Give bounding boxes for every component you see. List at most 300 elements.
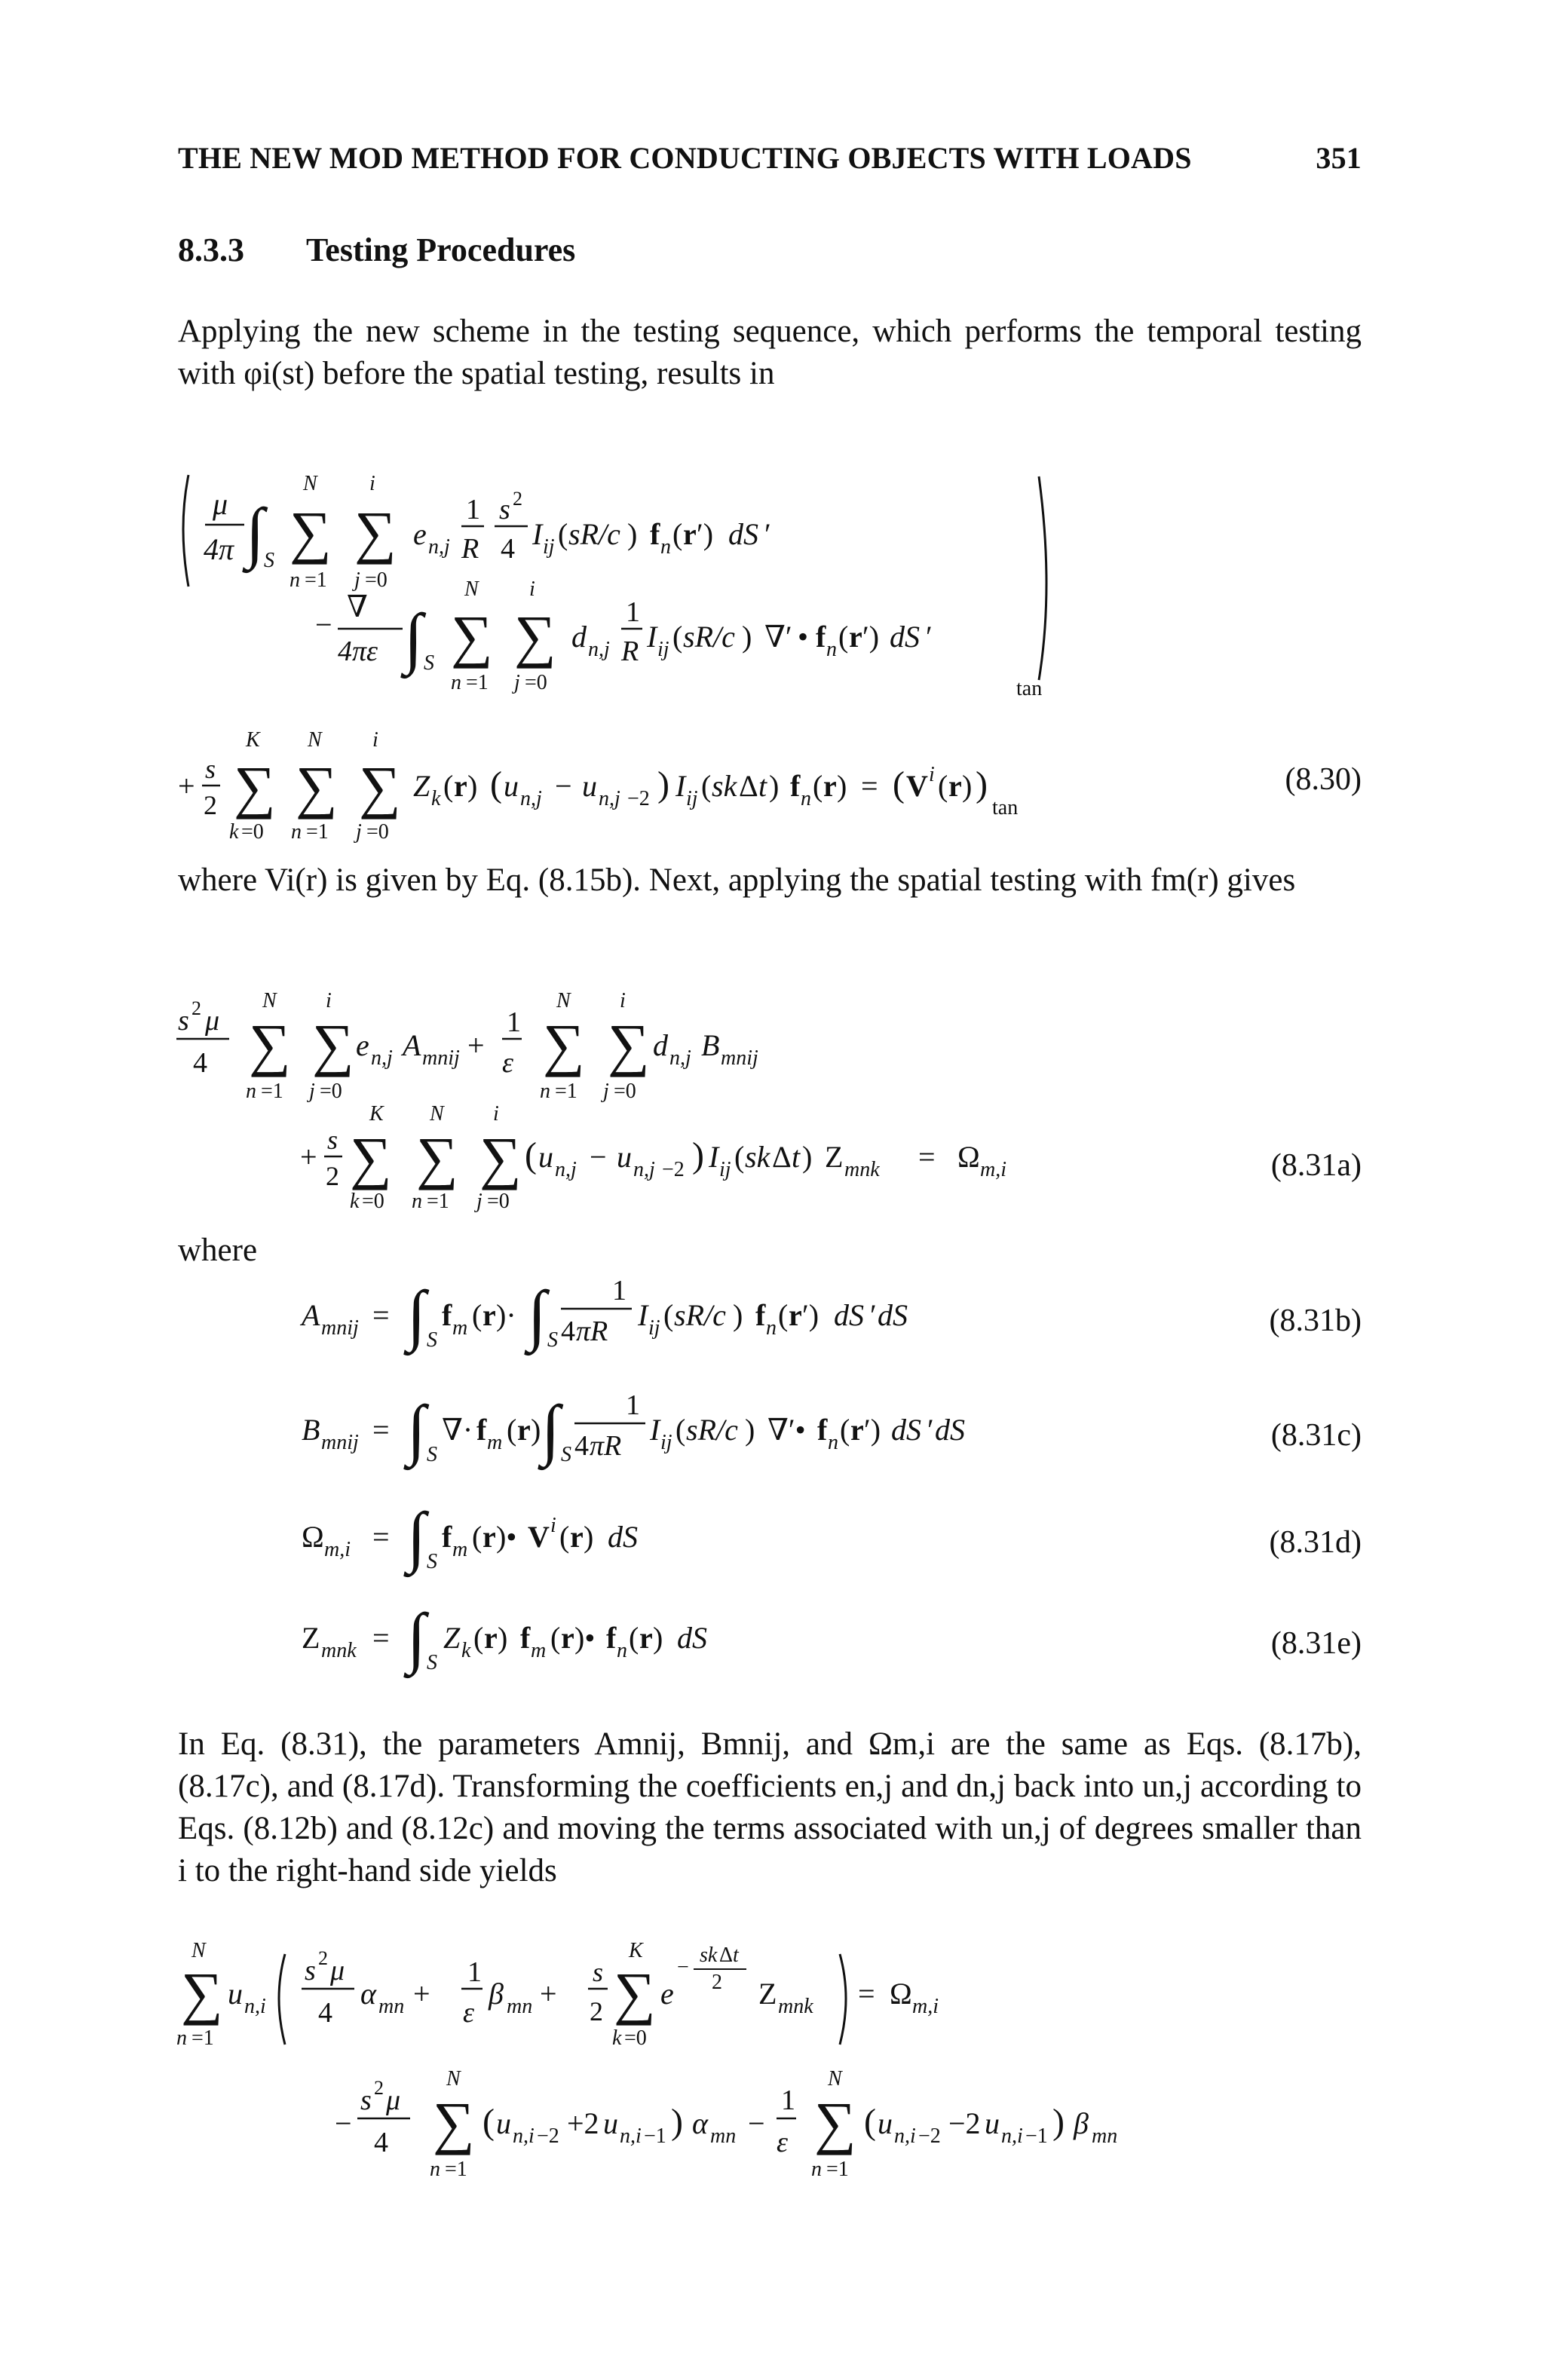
svg-text:(: ( <box>663 1298 674 1332</box>
svg-text:∑: ∑ <box>479 1125 522 1190</box>
svg-text:=1: =1 <box>261 1080 283 1103</box>
svg-text:mnij: mnij <box>321 1431 359 1454</box>
svg-text:f: f <box>442 1520 452 1554</box>
equation-label-8-30: (8.30) <box>1285 762 1362 797</box>
svg-text:∫: ∫ <box>404 601 423 675</box>
svg-text:4πε: 4πε <box>338 636 378 667</box>
svg-text:i: i <box>369 472 375 495</box>
svg-text:ij: ij <box>648 1316 660 1340</box>
svg-text:A: A <box>302 1298 320 1332</box>
svg-text:∑: ∑ <box>290 499 332 565</box>
svg-text:∑: ∑ <box>350 1125 392 1190</box>
svg-text:N: N <box>430 1102 444 1126</box>
svg-text:=0: =0 <box>320 1080 342 1103</box>
svg-text:=0: =0 <box>362 1190 384 1213</box>
svg-text:n: n <box>828 1431 838 1454</box>
svg-text:I: I <box>532 517 543 551</box>
svg-text:=: = <box>858 1977 875 2011</box>
svg-text:B: B <box>302 1413 320 1447</box>
equation-8-30 <box>0 0 1544 844</box>
svg-text:tan: tan <box>992 796 1019 819</box>
svg-text:S: S <box>424 651 434 675</box>
svg-text:r: r <box>570 1520 584 1554</box>
svg-text:I: I <box>709 1140 719 1174</box>
svg-text:−: − <box>555 769 572 803</box>
paragraph-transform: In Eq. (8.31), the parameters Amnij, Bmnij, and Ωm,i are the same as Eqs. (8.17b), (8.17c), and (8.17d). Transforming the coefficients en,j and dn,j back into un,j according to Eqs. (8.12b) and (8.12c) and moving the terms associated with un,j of degrees smaller than i to the right-hand side yields <box>178 1726 1362 1888</box>
svg-text:4: 4 <box>318 1997 332 2029</box>
svg-text:f: f <box>476 1413 487 1447</box>
svg-text:n: n <box>246 1080 256 1103</box>
svg-text:Z: Z <box>758 1977 777 2011</box>
svg-text:2: 2 <box>590 1996 603 2026</box>
svg-text:sR/c: sR/c <box>674 1298 726 1332</box>
svg-text:ε: ε <box>502 1047 513 1079</box>
svg-text:+: + <box>178 769 195 803</box>
svg-text:=0: =0 <box>614 1080 636 1103</box>
svg-text:2: 2 <box>712 1971 722 1994</box>
svg-text:Δ: Δ <box>772 1140 792 1174</box>
svg-text:−2: −2 <box>918 2124 941 2148</box>
svg-text:f: f <box>817 1413 828 1447</box>
svg-text:m: m <box>531 1639 547 1662</box>
svg-text:n: n <box>176 2026 187 2050</box>
svg-text:ε: ε <box>463 1997 474 2029</box>
svg-text:m,i: m,i <box>912 1995 939 2018</box>
svg-text:=0: =0 <box>624 2026 647 2050</box>
svg-text:sR/c: sR/c <box>686 1413 738 1447</box>
svg-text:dS: dS <box>891 1413 921 1447</box>
svg-text:1: 1 <box>781 2084 795 2116</box>
svg-text:1: 1 <box>507 1006 521 1038</box>
svg-text:n: n <box>451 671 461 694</box>
svg-text:n: n <box>811 2158 822 2181</box>
svg-text:e: e <box>413 517 427 551</box>
svg-text:mnk: mnk <box>321 1639 357 1662</box>
svg-text:tan: tan <box>1016 677 1043 700</box>
svg-text:): ) <box>742 620 752 654</box>
svg-text:=1: =1 <box>427 1190 449 1213</box>
svg-text:s: s <box>499 494 510 525</box>
svg-text:∑: ∑ <box>543 1012 585 1077</box>
svg-text:(: ( <box>672 620 683 654</box>
svg-text:N: N <box>191 1939 206 1962</box>
svg-text:μ: μ <box>386 2084 401 2116</box>
svg-text:t: t <box>758 769 767 803</box>
svg-text:S: S <box>427 1651 437 1674</box>
svg-text:mn: mn <box>710 2124 737 2148</box>
svg-text:S: S <box>561 1443 571 1466</box>
svg-text:K: K <box>369 1102 384 1126</box>
paragraph-spatial-testing: where Vi(r) is given by Eq. (8.15b). Next, applying the spatial testing with fm(r) gives <box>178 862 1296 898</box>
svg-text:α: α <box>360 1977 376 2011</box>
svg-text:I: I <box>676 769 686 803</box>
svg-text:r: r <box>850 1413 864 1447</box>
svg-text:f: f <box>650 517 660 551</box>
svg-text:i: i <box>929 763 935 786</box>
svg-text:n: n <box>291 820 302 844</box>
svg-text:+2: +2 <box>567 2106 599 2140</box>
svg-text:=0: =0 <box>366 820 389 844</box>
svg-text:+: + <box>467 1028 485 1062</box>
svg-text:(: ( <box>838 620 849 654</box>
svg-text:S: S <box>427 1328 437 1352</box>
svg-text:=: = <box>861 769 878 803</box>
svg-text:S: S <box>264 549 274 572</box>
svg-text:e: e <box>356 1028 369 1062</box>
svg-text:′: ′ <box>870 1298 877 1332</box>
svg-text:n: n <box>826 638 837 661</box>
svg-text:)·: )· <box>496 1298 516 1332</box>
svg-text:πR: πR <box>590 1430 622 1462</box>
svg-text:f: f <box>606 1621 617 1655</box>
svg-text:=: = <box>372 1413 390 1447</box>
svg-text:Z: Z <box>443 1621 461 1655</box>
svg-text:K: K <box>629 1939 643 1962</box>
paragraph-intro: Applying the new scheme in the testing sequence, which performs the temporal testing with φi(st) before the spatial testing, results in <box>178 314 1362 391</box>
svg-text:f: f <box>790 769 801 803</box>
svg-text:sk: sk <box>712 769 737 803</box>
svg-text:∑: ∑ <box>234 754 276 819</box>
svg-text:): ) <box>498 1621 508 1655</box>
svg-text:): ) <box>671 2102 683 2142</box>
svg-text:r: r <box>482 1298 496 1332</box>
svg-text:R: R <box>621 636 639 667</box>
svg-text:dS: dS <box>834 1298 864 1332</box>
svg-text:): ) <box>692 1135 704 1175</box>
svg-text:+: + <box>540 1977 557 2011</box>
svg-text:n,j: n,j <box>428 535 450 559</box>
svg-text:=1: =1 <box>191 2026 214 2050</box>
svg-text:n: n <box>290 568 300 592</box>
svg-text:m,i: m,i <box>324 1538 351 1561</box>
svg-text:R: R <box>461 533 479 565</box>
svg-text:j: j <box>514 671 520 694</box>
svg-text:Δ: Δ <box>719 1944 734 1967</box>
svg-text:N: N <box>464 577 479 601</box>
svg-text:S: S <box>427 1550 437 1573</box>
svg-text:1: 1 <box>466 494 480 525</box>
svg-text:Ω: Ω <box>890 1977 912 2011</box>
svg-text:mnij: mnij <box>321 1316 359 1340</box>
svg-text:f: f <box>816 620 826 654</box>
svg-text:Z: Z <box>302 1621 320 1655</box>
svg-text:=: = <box>372 1298 390 1332</box>
svg-text:s: s <box>327 1125 339 1155</box>
svg-text:n,j: n,j <box>599 787 620 810</box>
svg-text:): ) <box>1052 2102 1065 2142</box>
svg-text:′: ′ <box>764 517 771 551</box>
equation-label-8-31e: (8.31e) <box>1270 1626 1362 1661</box>
svg-text:4: 4 <box>193 1047 207 1079</box>
svg-text:dS: dS <box>728 517 758 551</box>
svg-text:s: s <box>360 2084 372 2116</box>
svg-text:s: s <box>178 1005 189 1037</box>
svg-text:r: r <box>517 1413 531 1447</box>
svg-text:n: n <box>801 787 811 810</box>
svg-text:d: d <box>653 1028 668 1062</box>
svg-text:N: N <box>556 989 571 1012</box>
svg-text:k: k <box>612 2026 622 2050</box>
svg-text:′): ′) <box>862 620 880 654</box>
svg-text:t: t <box>733 1944 739 1967</box>
svg-text:n,i: n,i <box>894 2124 916 2148</box>
svg-text:(: ( <box>482 2102 495 2142</box>
svg-text:s: s <box>205 754 216 784</box>
svg-text:i: i <box>550 1514 556 1537</box>
svg-text:n: n <box>617 1639 627 1662</box>
svg-text:mnk: mnk <box>844 1158 880 1181</box>
svg-text:(: ( <box>525 1135 537 1175</box>
svg-text:=1: =1 <box>306 820 329 844</box>
equation-label-8-31a: (8.31a) <box>1270 1148 1362 1183</box>
svg-text:(: ( <box>559 1520 570 1554</box>
svg-text:μ: μ <box>330 1955 345 1986</box>
svg-text:1: 1 <box>626 1389 640 1421</box>
svg-text:N: N <box>828 2067 842 2091</box>
svg-text:=0: =0 <box>241 820 264 844</box>
svg-text:sk: sk <box>700 1944 718 1967</box>
svg-text:πR: πR <box>576 1316 608 1347</box>
svg-text:k: k <box>461 1639 471 1662</box>
svg-text:): ) <box>627 517 638 551</box>
svg-text:r: r <box>561 1621 574 1655</box>
svg-text:Ω: Ω <box>957 1140 980 1174</box>
svg-text:j: j <box>356 820 362 844</box>
svg-text:(: ( <box>558 517 568 551</box>
svg-text:4: 4 <box>561 1316 575 1347</box>
svg-text:): ) <box>962 769 973 803</box>
svg-text:mnij: mnij <box>721 1046 758 1070</box>
svg-text:(: ( <box>701 769 712 803</box>
svg-text:u: u <box>504 769 519 803</box>
svg-text:2: 2 <box>191 997 201 1019</box>
svg-text:V: V <box>906 769 928 803</box>
section-title: Testing Procedures <box>306 231 576 268</box>
svg-text:2: 2 <box>326 1161 339 1191</box>
svg-text:−: − <box>590 1140 607 1174</box>
svg-text:d: d <box>571 620 587 654</box>
svg-text:∑: ∑ <box>608 1012 650 1077</box>
svg-text:=0: =0 <box>525 671 547 694</box>
svg-text:(: ( <box>472 1298 482 1332</box>
svg-text:∫: ∫ <box>407 1392 426 1467</box>
svg-text:): ) <box>802 1140 813 1174</box>
svg-text:r: r <box>789 1298 802 1332</box>
svg-text:mn: mn <box>1092 2124 1118 2148</box>
svg-text:∇·: ∇· <box>442 1413 473 1447</box>
svg-text:μ: μ <box>213 487 228 521</box>
svg-text:n,j: n,j <box>555 1158 577 1181</box>
svg-text:4: 4 <box>374 2127 388 2158</box>
svg-text:mn: mn <box>378 1995 405 2018</box>
svg-text:(: ( <box>840 1413 850 1447</box>
svg-text:1: 1 <box>467 1956 482 1988</box>
svg-text:∑: ∑ <box>296 754 338 819</box>
svg-text:4: 4 <box>501 533 515 565</box>
svg-text:−: − <box>748 2106 765 2140</box>
svg-text:N: N <box>308 728 322 752</box>
svg-text:∑: ∑ <box>814 2090 856 2155</box>
svg-text:−1: −1 <box>644 2124 666 2148</box>
svg-text:m,i: m,i <box>980 1158 1006 1181</box>
svg-text:n: n <box>766 1316 777 1340</box>
svg-text:2: 2 <box>204 790 217 820</box>
svg-text:sR/c: sR/c <box>683 620 735 654</box>
svg-text:): ) <box>769 769 780 803</box>
svg-text:I: I <box>647 620 657 654</box>
page-number: 351 <box>1316 141 1362 175</box>
svg-text:ij: ij <box>660 1431 672 1454</box>
svg-text:u: u <box>985 2106 1000 2140</box>
svg-text:i: i <box>372 728 378 752</box>
svg-text:N: N <box>446 2067 461 2091</box>
svg-text:s: s <box>305 1955 316 1986</box>
svg-text:=1: =1 <box>826 2158 849 2181</box>
svg-text:=0: =0 <box>365 568 388 592</box>
svg-text:dS: dS <box>935 1413 965 1447</box>
svg-text:dS: dS <box>677 1621 707 1655</box>
running-title: THE NEW MOD METHOD FOR CONDUCTING OBJECTS WITH LOADS <box>178 141 1192 175</box>
svg-text:(: ( <box>629 1621 639 1655</box>
svg-text:′): ′) <box>864 1413 881 1447</box>
svg-text:2: 2 <box>374 2077 384 2099</box>
svg-text:r: r <box>948 769 962 803</box>
svg-text:r: r <box>849 620 862 654</box>
svg-text:α: α <box>692 2106 708 2140</box>
svg-text:∫: ∫ <box>407 1499 426 1574</box>
svg-text:′): ′) <box>697 517 714 551</box>
svg-text:): ) <box>531 1413 541 1447</box>
svg-text:): ) <box>976 764 988 804</box>
svg-text:ε: ε <box>777 2127 788 2158</box>
svg-text:): ) <box>657 764 669 804</box>
svg-text:∑: ∑ <box>354 499 397 565</box>
svg-text:4π: 4π <box>204 532 234 566</box>
svg-text:(: ( <box>893 764 905 804</box>
svg-text:∑: ∑ <box>359 754 401 819</box>
svg-text:−2: −2 <box>537 2124 559 2148</box>
svg-text:∫: ∫ <box>246 495 265 570</box>
svg-text:=1: =1 <box>445 2158 467 2181</box>
svg-text:m: m <box>487 1431 503 1454</box>
svg-text:)•: )• <box>496 1520 517 1554</box>
svg-text:ij: ij <box>543 535 555 559</box>
svg-text:r: r <box>639 1621 653 1655</box>
svg-text:∑: ∑ <box>614 1960 656 2026</box>
equation-final <box>0 1915 1544 2231</box>
svg-text:Z: Z <box>413 769 430 803</box>
svg-text:∑: ∑ <box>249 1012 291 1077</box>
svg-text:−2: −2 <box>948 2106 981 2140</box>
svg-text:n: n <box>660 535 671 559</box>
svg-text:=: = <box>372 1520 390 1554</box>
svg-text:V: V <box>528 1520 550 1554</box>
svg-text:I: I <box>650 1413 660 1447</box>
svg-text:n,j: n,j <box>371 1046 393 1070</box>
svg-text:i: i <box>620 989 626 1012</box>
svg-text:n,j: n,j <box>669 1046 691 1070</box>
svg-text:μ: μ <box>205 1005 220 1037</box>
svg-text:ij: ij <box>686 787 698 810</box>
svg-text:∇′•: ∇′• <box>767 1413 806 1447</box>
svg-text:m: m <box>452 1538 468 1561</box>
svg-text:n: n <box>412 1190 422 1213</box>
svg-text:•: • <box>798 620 809 654</box>
svg-text:1: 1 <box>626 596 640 628</box>
svg-text:+: + <box>413 1977 430 2011</box>
svg-text:i: i <box>529 577 535 601</box>
svg-text:): ) <box>733 1298 743 1332</box>
svg-text:∑: ∑ <box>451 603 493 669</box>
svg-text:4: 4 <box>574 1430 589 1462</box>
svg-text:1: 1 <box>612 1275 626 1306</box>
svg-text:k: k <box>350 1190 360 1213</box>
svg-text:−: − <box>335 2106 352 2140</box>
svg-text:(: ( <box>472 1520 482 1554</box>
svg-text:(: ( <box>490 764 502 804</box>
svg-text:s: s <box>593 1957 604 1987</box>
svg-text:f: f <box>520 1621 531 1655</box>
svg-text:ij: ij <box>657 638 669 661</box>
svg-text:∑: ∑ <box>514 603 556 669</box>
svg-text:n,j: n,j <box>633 1158 655 1181</box>
svg-text:∫: ∫ <box>528 1278 547 1352</box>
svg-text:mn: mn <box>507 1995 533 2018</box>
svg-text:mnij: mnij <box>422 1046 460 1070</box>
svg-text:=0: =0 <box>487 1190 510 1213</box>
svg-text:sk: sk <box>745 1140 770 1174</box>
svg-text:∫: ∫ <box>541 1392 560 1467</box>
svg-text:(: ( <box>550 1621 561 1655</box>
svg-text:u: u <box>617 1140 632 1174</box>
svg-text:dS: dS <box>890 620 920 654</box>
svg-text:−2: −2 <box>662 1158 685 1181</box>
svg-text:j: j <box>309 1080 315 1103</box>
svg-text:f: f <box>442 1298 452 1332</box>
equation-label-8-31d: (8.31d) <box>1269 1525 1362 1560</box>
svg-text:u: u <box>228 1977 243 2011</box>
svg-text:−: − <box>315 608 332 642</box>
svg-text:=: = <box>918 1140 936 1174</box>
svg-text:−: − <box>677 1956 689 1979</box>
svg-text:n,i: n,i <box>513 2124 535 2148</box>
svg-text:(: ( <box>813 769 823 803</box>
svg-text:K: K <box>246 728 260 752</box>
svg-text:′): ′) <box>802 1298 819 1332</box>
svg-text:∑: ∑ <box>416 1125 458 1190</box>
svg-text:t: t <box>792 1140 801 1174</box>
svg-text:j: j <box>603 1080 609 1103</box>
svg-text:∫: ∫ <box>407 1278 426 1352</box>
svg-text:m: m <box>452 1316 468 1340</box>
svg-text:S: S <box>547 1328 558 1352</box>
svg-text:k: k <box>431 787 441 810</box>
svg-text:k: k <box>229 820 239 844</box>
svg-text:β: β <box>1074 2106 1089 2140</box>
svg-text:mnk: mnk <box>778 1995 813 2018</box>
svg-text:): ) <box>584 1520 594 1554</box>
svg-text:n: n <box>540 1080 550 1103</box>
svg-text:(: ( <box>473 1621 484 1655</box>
svg-text:): ) <box>467 769 478 803</box>
svg-text:=1: =1 <box>466 671 489 694</box>
svg-text:j: j <box>476 1190 482 1213</box>
svg-text:): ) <box>653 1621 663 1655</box>
equation-label-8-31b: (8.31b) <box>1269 1303 1362 1338</box>
svg-text:S: S <box>427 1443 437 1466</box>
svg-text:(: ( <box>672 517 683 551</box>
svg-text:=1: =1 <box>555 1080 577 1103</box>
